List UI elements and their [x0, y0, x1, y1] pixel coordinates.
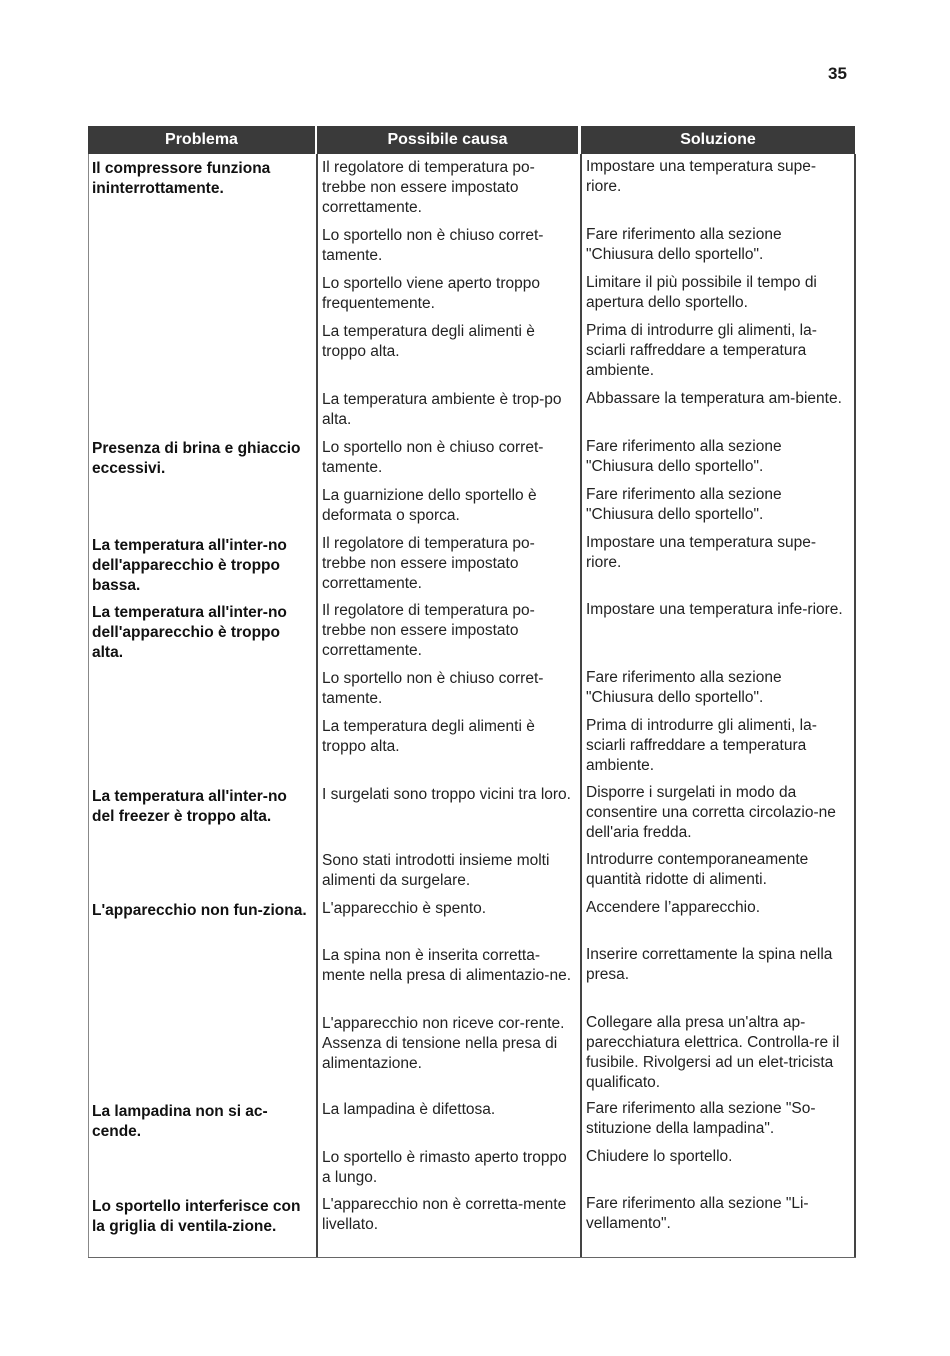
cause-cell: Il regolatore di temperatura po-trebbe non essere impostato correttamente. — [322, 535, 535, 592]
solution-cell: Fare riferimento alla sezione "Chiusura dello sportello". — [586, 486, 782, 523]
solution-cell: Introdurre contemporaneamente quantità ridotte di alimenti. — [586, 851, 809, 888]
solution-cell: Chiudere lo sportello. — [586, 1148, 733, 1165]
cause-cell: Lo sportello non è chiuso corret-tamente. — [322, 227, 544, 264]
solution-cell: Fare riferimento alla sezione "Chiusura dello sportello". — [586, 669, 782, 706]
cause-cell: La lampadina è difettosa. — [322, 1101, 496, 1118]
table-border-left — [88, 154, 89, 1258]
solution-cell: Impostare una temperatura infe-riore. — [586, 601, 843, 618]
problem-cell: L'apparecchio non fun-ziona. — [92, 902, 307, 919]
cause-cell: Lo sportello è rimasto aperto troppo a lungo. — [322, 1149, 567, 1186]
solution-cell: Impostare una temperatura supe-riore. — [586, 158, 817, 195]
column-divider-2 — [580, 154, 582, 1258]
solution-cell: Collegare alla presa un'altra ap-parecchiatura elettrica. Controlla-re il fusibile. Rivolgersi ad un elet-tricista qualificato. — [586, 1014, 840, 1091]
cause-cell: L'apparecchio non riceve cor-rente. Assenza di tensione nella presa di alimentazione. — [322, 1015, 565, 1072]
solution-cell: Fare riferimento alla sezione "Li-vellamento". — [586, 1195, 809, 1232]
solution-cell: Accendere l’apparecchio. — [586, 899, 761, 916]
solution-cell: Abbassare la temperatura am-biente. — [586, 390, 842, 407]
cause-cell: La guarnizione dello sportello è deformata o sporca. — [322, 487, 537, 524]
column-divider-1 — [316, 154, 318, 1258]
table-border-right — [854, 154, 856, 1258]
solution-cell: Inserire correttamente la spina nella presa. — [586, 946, 833, 983]
solution-cell: Fare riferimento alla sezione "Chiusura dello sportello". — [586, 438, 782, 475]
table-bottom-border — [88, 1257, 856, 1258]
header-solution: Soluzione — [581, 126, 855, 154]
cause-cell: L'apparecchio è spento. — [322, 900, 487, 917]
solution-cell: Disporre i surgelati in modo da consentire una corretta circolazio-ne dell'aria fredda. — [586, 784, 836, 841]
cause-cell: Il regolatore di temperatura po-trebbe non essere impostato correttamente. — [322, 602, 535, 659]
problem-cell: La temperatura all'inter-no dell'apparecchio è troppo alta. — [92, 604, 287, 661]
problem-cell: Lo sportello interferisce con la griglia di ventila-zione. — [92, 1198, 301, 1235]
problem-cell: Presenza di brina e ghiaccio eccessivi. — [92, 440, 301, 477]
problem-cell: La temperatura all'inter-no del freezer è troppo alta. — [92, 788, 287, 825]
cause-cell: La temperatura degli alimenti è troppo alta. — [322, 323, 535, 360]
cause-cell: I surgelati sono troppo vicini tra loro. — [322, 786, 571, 803]
solution-cell: Limitare il più possibile il tempo di apertura dello sportello. — [586, 274, 817, 311]
cause-cell: L'apparecchio non è corretta-mente livellato. — [322, 1196, 567, 1233]
cause-cell: Il regolatore di temperatura po-trebbe non essere impostato correttamente. — [322, 159, 535, 216]
problem-cell: La lampadina non si ac-cende. — [92, 1103, 268, 1140]
solution-cell: Impostare una temperatura supe-riore. — [586, 534, 817, 571]
solution-cell: Fare riferimento alla sezione "So-stituzione della lampadina". — [586, 1100, 816, 1137]
cause-cell: Lo sportello non è chiuso corret-tamente. — [322, 670, 544, 707]
cause-cell: Lo sportello viene aperto troppo frequentemente. — [322, 275, 541, 312]
problem-cell: La temperatura all'inter-no dell'apparecchio è troppo bassa. — [92, 537, 287, 594]
cause-cell: La temperatura degli alimenti è troppo alta. — [322, 718, 535, 755]
header-problem: Problema — [88, 126, 315, 154]
solution-cell: Fare riferimento alla sezione "Chiusura dello sportello". — [586, 226, 782, 263]
header-cause: Possibile causa — [317, 126, 578, 154]
cause-cell: Sono stati introdotti insieme molti alimenti da surgelare. — [322, 852, 550, 889]
solution-cell: Prima di introdurre gli alimenti, la-sciarli raffreddare a temperatura ambiente. — [586, 717, 817, 774]
cause-cell: La spina non è inserita corretta-mente nella presa di alimentazio-ne. — [322, 947, 571, 984]
cause-cell: Lo sportello non è chiuso corret-tamente. — [322, 439, 544, 476]
problem-cell: Il compressore funziona ininterrottamente. — [92, 160, 271, 197]
cause-cell: La temperatura ambiente è trop-po alta. — [322, 391, 562, 428]
page-number: 35 — [828, 64, 847, 83]
solution-cell: Prima di introdurre gli alimenti, la-sciarli raffreddare a temperatura ambiente. — [586, 322, 817, 379]
